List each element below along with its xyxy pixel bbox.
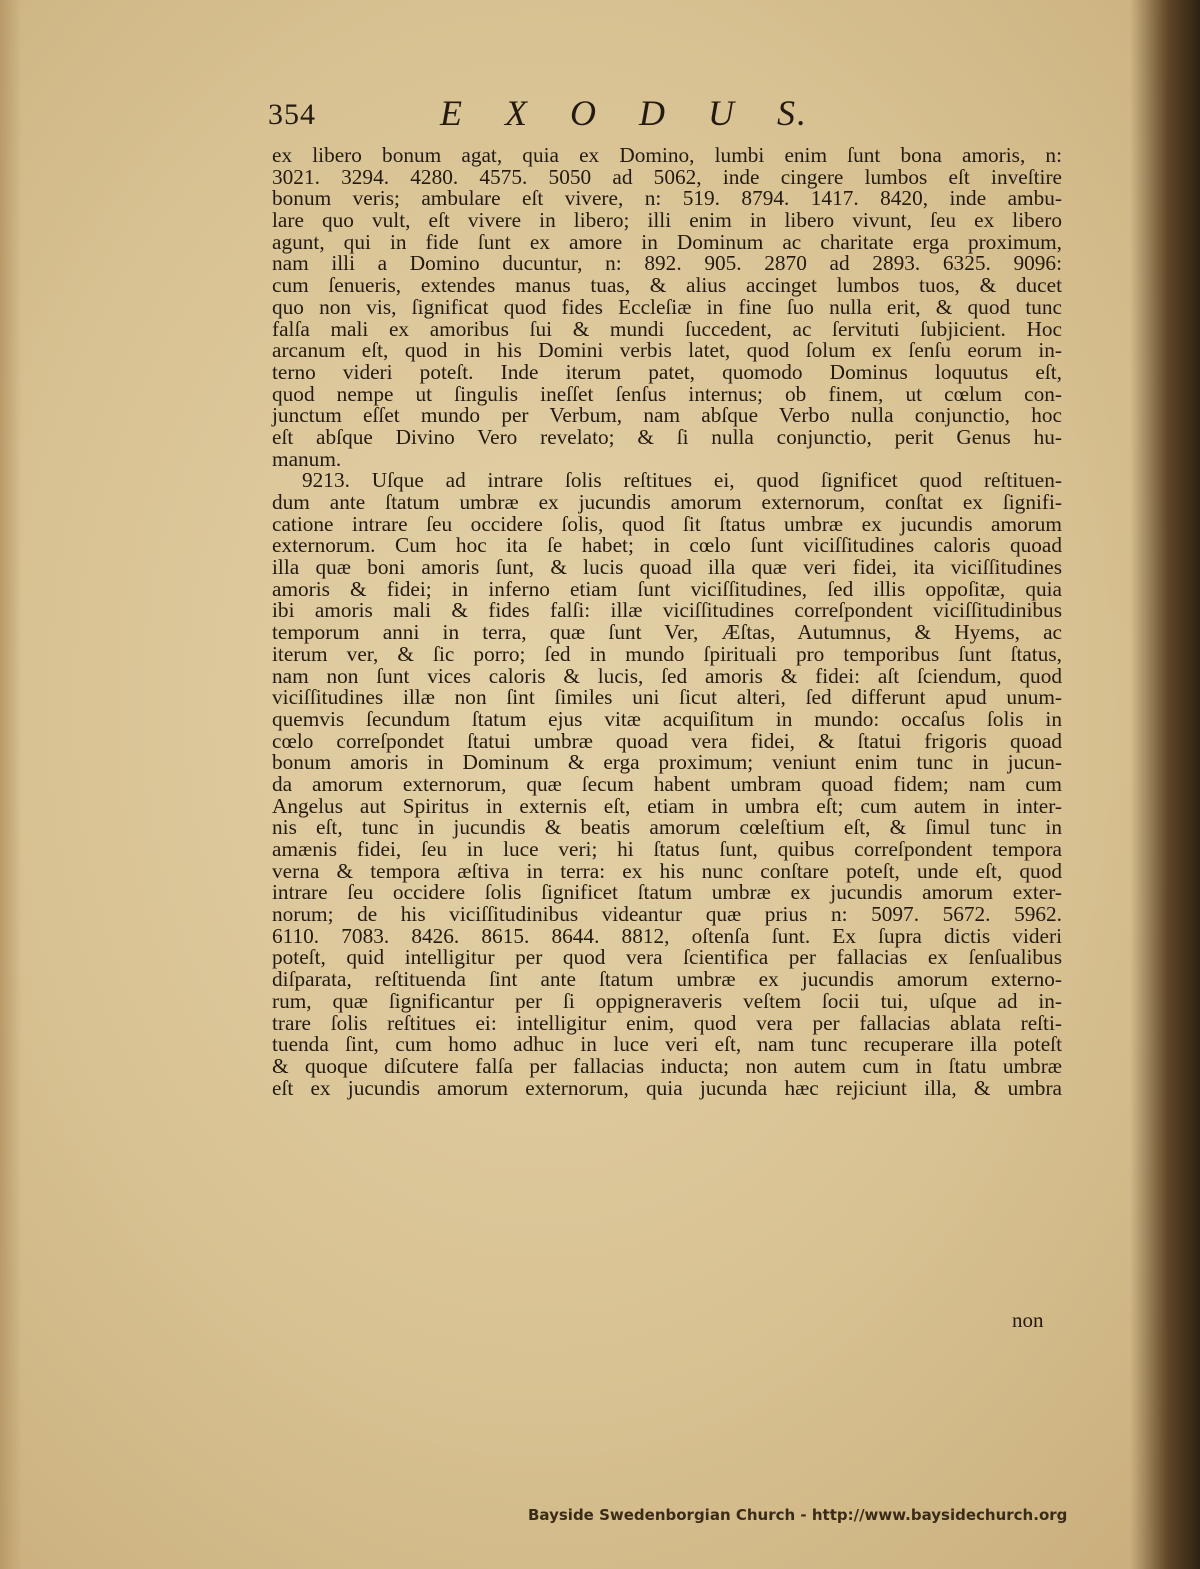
footer-credit: Bayside Swedenborgian Church - http://www.baysidechurch.org — [528, 1506, 1068, 1524]
text-line: junctum eſſet mundo per Verbum, nam abſque Verbo nulla conjunctio, hoc — [272, 403, 1062, 428]
text-line: quod nempe ut ſingulis ineſſet ſenſus internus; ob finem, ut cœlum con- — [272, 381, 1062, 406]
text-line: tuenda ſint, cum homo adhuc in luce veri eſt, nam tunc recuperare illa poteſt — [272, 1032, 1062, 1057]
catchword: non — [1012, 1308, 1044, 1332]
text-line: & quoque diſcutere falſa per fallacias inducta; non autem cum in ſtatu umbræ — [272, 1053, 1062, 1078]
text-line: da amorum externorum, quæ ſecum habent umbram quoad fidem; nam cum — [272, 771, 1062, 796]
text-line: viciſſitudines illæ non ſint ſimiles uni ſicut alteri, ſed differunt apud unum- — [272, 685, 1062, 710]
text-line: diſparata, reſtituenda ſint ante ſtatum umbræ ex jucundis amorum externo- — [272, 967, 1062, 992]
body-text — [272, 145, 1062, 1099]
text-line: terno videri poteſt. Inde iterum patet, quomodo Dominus loquutus eſt, — [272, 359, 1062, 384]
text-line: agunt, qui in fide ſunt ex amore in Dominum ac charitate erga proximum, — [272, 229, 1062, 254]
text-line: arcanum eſt, quod in his Domini verbis latet, quod ſolum ex ſenſu eorum in- — [272, 338, 1062, 363]
text-line: iterum ver, & ſic porro; ſed in mundo ſpirituali pro temporibus ſunt ſtatus, — [272, 641, 1062, 666]
text-line: lare quo vult, eſt vivere in libero; illi enim in libero vivunt, ſeu ex libero — [272, 208, 1062, 233]
text-line: trare ſolis reſtitues ei: intelligitur enim, quod vera per fallacias ablata reſti- — [272, 1010, 1062, 1035]
text-line: eſt ex jucundis amorum externorum, quia jucunda hæc rejiciunt illa, & umbra — [272, 1075, 1062, 1100]
text-line: ibi amoris mali & fides falſi: illæ viciſſitudines correſpondent viciſſitudinibus — [272, 598, 1062, 623]
text-line: 9213. Uſque ad intrare ſolis reſtitues ei, quod ſignificet quod reſtituen- — [302, 468, 1062, 493]
text-line: nis eſt, tunc in jucundis & beatis amorum cœleſtium eſt, & ſimul tunc in — [272, 815, 1062, 840]
text-line: intrare ſeu occidere ſolis ſignificet ſtatum umbræ ex jucundis amorum exter- — [272, 880, 1062, 905]
text-line: illa quæ boni amoris ſunt, & lucis quoad illa quæ veri fidei, ita viciſſitudines — [272, 555, 1062, 580]
page-header — [268, 92, 928, 142]
book-spine-shadow — [1130, 0, 1200, 1569]
text-line: temporum anni in terra, quæ ſunt Ver, Æſtas, Autumnus, & Hyems, ac — [272, 620, 1062, 645]
text-line: verna & tempora æſtiva in terra: ex his nunc conſtare poteſt, unde eſt, quod — [272, 858, 1062, 883]
text-line: 3021. 3294. 4280. 4575. 5050 ad 5062, inde cingere lumbos eſt inveſtire — [272, 164, 1062, 189]
text-line: Angelus aut Spiritus in externis eſt, etiam in umbra eſt; cum autem in inter- — [272, 793, 1062, 818]
text-line: 6110. 7083. 8426. 8615. 8644. 8812, oſtenſa ſunt. Ex ſupra dictis videri — [272, 923, 1062, 948]
text-line: ex libero bonum agat, quia ex Domino, lumbi enim ſunt bona amoris, n: — [272, 143, 1062, 167]
text-line: falſa mali ex amoribus ſui & mundi ſuccedent, ac ſervituti ſubjicient. Hoc — [272, 316, 1062, 341]
text-line: catione intrare ſeu occidere ſolis, quod ſit ſtatus umbræ ex jucundis amorum — [272, 511, 1062, 536]
text-line: poteſt, quid intelligitur per quod vera ſcientifica per fallacias ex ſenſualibus — [272, 945, 1062, 970]
text-line: nam illi a Domino ducuntur, n: 892. 905. 2870 ad 2893. 6325. 9096: — [272, 251, 1062, 276]
text-line: bonum amoris in Dominum & erga proximum; veniunt enim tunc in jucun- — [272, 750, 1062, 775]
text-line: cœlo correſpondet ſtatui umbræ quoad vera fidei, & ſtatui frigoris quoad — [272, 728, 1062, 753]
text-line: nam non ſunt vices caloris & lucis, ſed amoris & fidei: aſt ſciendum, quod — [272, 663, 1062, 688]
text-line: bonum veris; ambulare eſt vivere, n: 519. 8794. 1417. 8420, inde ambu- — [272, 186, 1062, 211]
text-line: quo non vis, ſignificat quod fides Eccleſiæ in fine ſuo nulla erit, & quod tunc — [272, 294, 1062, 319]
text-line: eſt abſque Divino Vero revelato; & ſi nulla conjunctio, perit Genus hu- — [272, 424, 1062, 449]
text-line: externorum. Cum hoc ita ſe habet; in cœlo ſunt viciſſitudines caloris quoad — [272, 533, 1062, 558]
text-line: quemvis ſecundum ſtatum ejus vitæ acquiſitum in mundo: occaſus ſolis in — [272, 706, 1062, 731]
text-line: norum; de his viciſſitudinibus videantur quæ prius n: 5097. 5672. 5962. — [272, 902, 1062, 927]
text-line: amoris & fidei; in inferno etiam ſunt viciſſitudines, ſed illis oppoſitæ, quia — [272, 576, 1062, 601]
text-line: dum ante ſtatum umbræ ex jucundis amorum externorum, conſtat ex ſignifi- — [272, 490, 1062, 514]
text-line: amænis fidei, ſeu in luce veri; hi ſtatus ſunt, quibus correſpondent tempora — [272, 837, 1062, 861]
text-line: cum ſenueris, extendes manus tuas, & alius accinget lumbos tuos, & ducet — [272, 273, 1062, 298]
text-line: rum, quæ ſignificantur per ſi oppigneraveris veſtem ſocii tui, uſque ad in- — [272, 988, 1062, 1013]
text-line: manum. — [272, 446, 342, 471]
page-number: 354 — [268, 98, 316, 131]
page-left-edge — [0, 0, 22, 1569]
running-title: E X O D U S. — [440, 93, 808, 133]
